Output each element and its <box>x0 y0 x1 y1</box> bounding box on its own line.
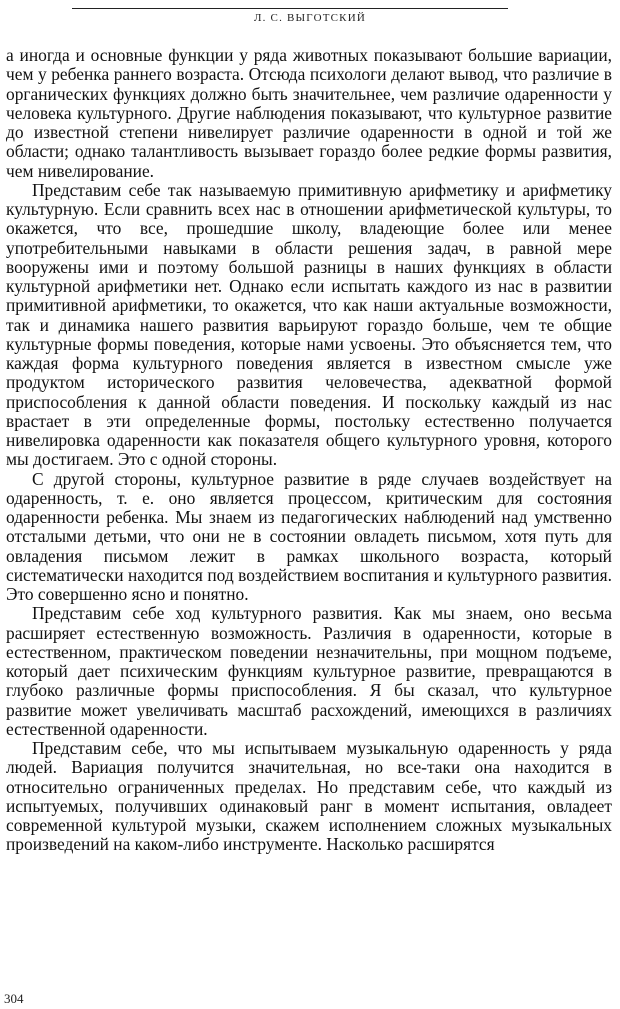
running-head: Л. С. ВЫГОТСКИЙ <box>253 12 367 24</box>
page-number: 304 <box>4 991 24 1006</box>
paragraph-4: Представим себе ход культурного развития. Как мы знаем, оно весьма расширяет естественную возможность. Различия в одаренности, которые в естественном, практическом поведении незначительны, при мощном подъеме, который дает психическим функциям культурное развитие, превращаются в глубоко различные формы приспособления. Я бы сказал, что культурное развитие может увеличивать масштаб расхождений, имеющихся в различиях естественной одаренности. <box>6 603 612 739</box>
paragraph-3: С другой стороны, культурное развитие в ряде случаев воздействует на одаренность, т. е. оно является процессом, критическим для состояния одаренности ребенка. Мы знаем из педагогических наблюдений над умственно отсталыми детьми, что они не в состоянии овладеть письмом, хотя путь для овладения письмом лежит в рамках школьного возраста, который систематически находится под воздействием воспитания и культурного развития. Это совершенно ясно и понятно. <box>6 468 612 604</box>
paragraph-5: Представим себе, что мы испытываем музыкальную одаренность у ряда людей. Вариация получится значительная, но все-таки она находится в относительно ограниченных пределах. Но представим себе, что каждый из испытуемых, получивших одинаковый ранг в момент испытания, овладеет современной культурой музыки, скажем исполнением сложных музыкальных произведений на каком-либо инструменте. Насколько расширятся <box>6 738 612 855</box>
paragraph-1: а иногда и основные функции у ряда животных показывают большие вариации, чем у ребенка раннего возраста. Отсюда психологи делают вывод, что различие в органических функциях должно быть значительнее, чем различие одаренности у человека культурного. Другие наблюдения показывают, что культурное развитие до известной степени нивелирует различие одаренности в одной и той же области; однако талантливость вызывает гораздо более редкие формы развития, чем нивелирование. <box>6 45 612 181</box>
paragraph-2: Представим себе так называемую примитивную арифметику и арифметику культурную. Если сравнить всех нас в отношении арифметической культуры, то окажется, что все, прошедшие школу, владеющие более или менее употребительными навыками в области решения задач, в равной мере вооружены ими и поэтому большой разницы в наших функциях в области культурной арифметики нет. Однако если испытать каждого из нас в развитии примитивной арифметики, то окажется, что как наши актуальные возможности, так и динамика нашего развития варьируют гораздо больше, чем те общие культурные формы поведения, которые нами усвоены. Это объясняется тем, что каждая форма культурного поведения является в известном смысле уже продуктом исторического развития человечества, адекватной формой приспособления к данной области поведения. И поскольку каждый из нас врастает в эти определенные формы, постольку естественно получается нивелировка одаренности как показателя общего культурного уровня, которого мы достигаем. Это с одной стороны. <box>6 179 612 470</box>
body-text <box>6 46 612 855</box>
header-rule <box>72 8 508 9</box>
